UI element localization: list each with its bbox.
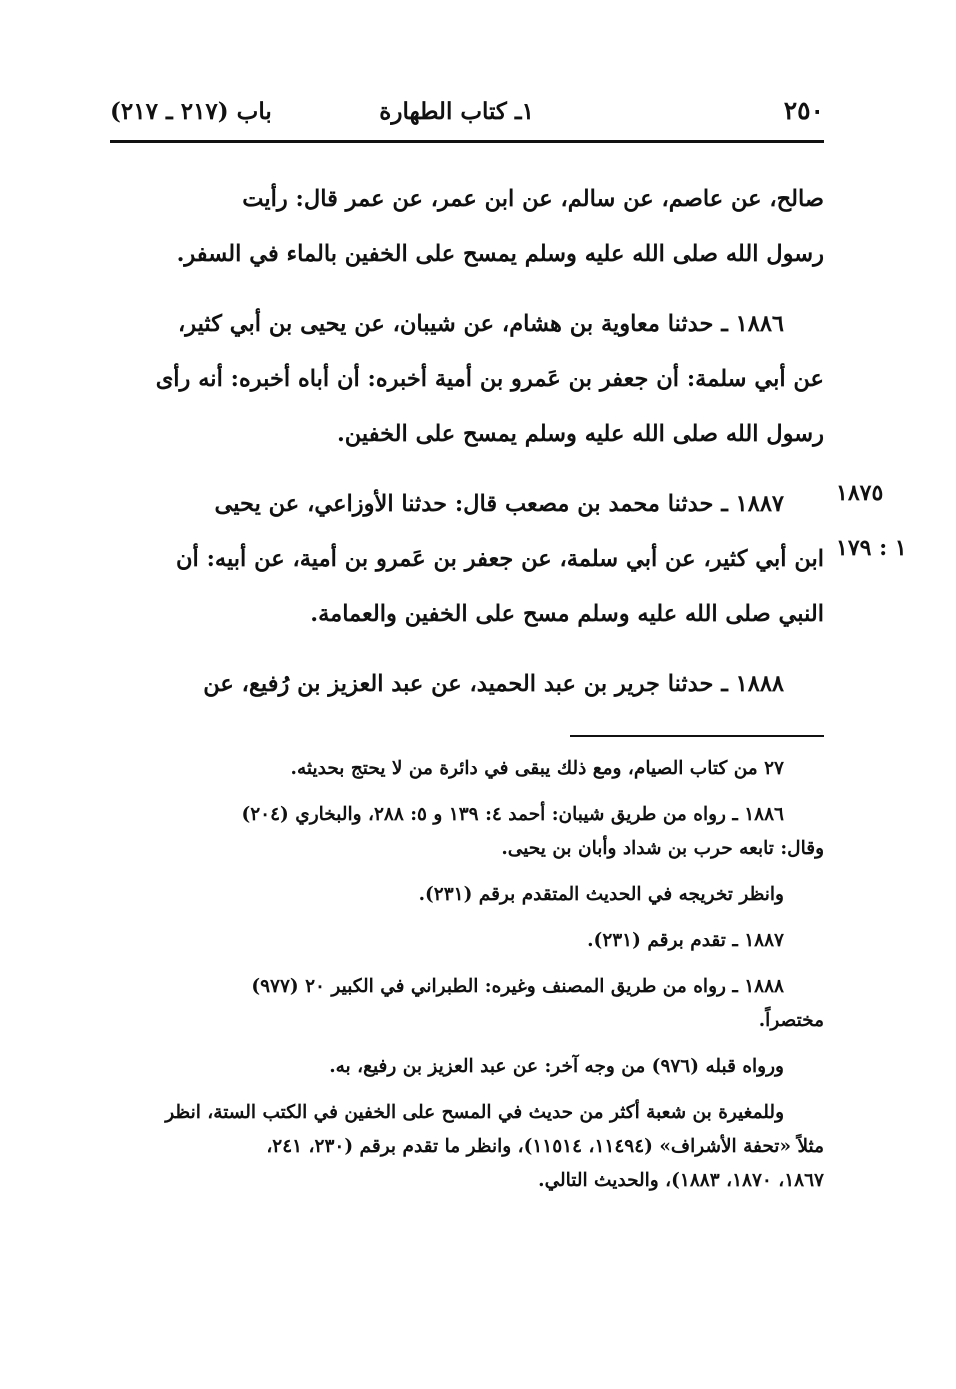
header-rule	[110, 140, 824, 143]
footnote-1886	[110, 798, 824, 866]
footnote-1887: ١٨٨٧ ـ تقدم برقم (٢٣١).	[587, 930, 784, 951]
hadith-1887-line: ١٨٨٧ ـ حدثنا محمد بن مصعب قال: حدثنا الأوزاعي، عن يحيى	[214, 491, 784, 517]
footnote-line: ١٨٨٨ ـ رواه من طريق المصنف وغيره: الطبراني في الكبير ٢٠ (٩٧٧)	[251, 976, 784, 997]
footnote-line: ٢٧ من كتاب الصيام، ومع ذلك يبقى في دائرة من لا يحتج بحديثه.	[290, 758, 784, 779]
footnote-separator	[570, 735, 824, 737]
chapter-title: باب (٢١٧ ـ ٢١٧)	[110, 98, 272, 125]
text-line: رسول الله صلى الله عليه وسلم يمسح على الخفين بالماء في السفر.	[176, 241, 824, 267]
page-number: ٢٥٠	[783, 96, 824, 125]
running-header	[110, 96, 824, 136]
hadith-1887-line: ابن أبي كثير، عن أبي سلمة، عن جعفر بن عَمرو بن أمية، عن أبيه: أن	[175, 546, 824, 572]
book-title: ١ـ كتاب الطهارة	[379, 98, 534, 125]
footnote-line: وللمغيرة بن شعبة أكثر من حديث في المسح على الخفين في الكتب الستة، انظر	[165, 1102, 784, 1123]
hadith-1888-line: ١٨٨٨ ـ حدثنا جرير بن عبد الحميد، عن عبد العزيز بن رُفيع، عن	[203, 671, 784, 697]
hadith-1887-line: النبي صلى الله عليه وسلم مسح على الخفين والعمامة.	[310, 601, 824, 627]
footnote-line: ورواه قبله (٩٧٦) من وجه آخر: عن عبد العزيز بن رفيع، به.	[329, 1056, 784, 1077]
margin-reference: ١ : ١٧٩	[836, 535, 907, 561]
footnote-line: مثلاً «تحفة الأشراف» (١١٤٩٤، ١١٥١٤)، وانظر ما تقدم برقم (٢٣٠، ٢٤١،	[266, 1136, 824, 1157]
footnote-line: مختصراً.	[758, 1010, 824, 1031]
main-text	[110, 172, 824, 712]
hadith-1886-line: رسول الله صلى الله عليه وسلم يمسح على الخفين.	[336, 421, 824, 447]
margin-reference: ١٨٧٥	[836, 480, 884, 506]
hadith-1886-line: عن أبي سلمة: أن جعفر بن عَمرو بن أمية أخبره: أن أباه أخبره: أنه رأى	[155, 366, 824, 392]
hadith-1886-line: ١٨٨٦ ـ حدثنا معاوية بن هشام، عن شيبان، عن يحيى بن أبي كثير،	[177, 311, 784, 337]
footnote-line: وقال: تابعه حرب بن شداد وأبان بن يحيى.	[501, 838, 824, 859]
footnote-line: ١٨٨٦ ـ رواه من طريق شيبان: أحمد ٤: ١٣٩ و ٥: ٢٨٨، والبخاري (٢٠٤)	[241, 804, 784, 825]
footnote-1888	[110, 970, 824, 1038]
footnotes	[110, 752, 824, 1210]
footnote-line: ١٨٦٧، ١٨٧٠، ١٨٨٣)، والحديث التالي.	[538, 1170, 824, 1191]
footnote-mughira	[110, 1096, 824, 1198]
text-line: صالح، عن عاصم، عن سالم، عن ابن عمر، عن عمر قال: رأيت	[242, 186, 824, 212]
footnote-line: وانظر تخريجه في الحديث المتقدم برقم (٢٣١).	[418, 884, 784, 905]
